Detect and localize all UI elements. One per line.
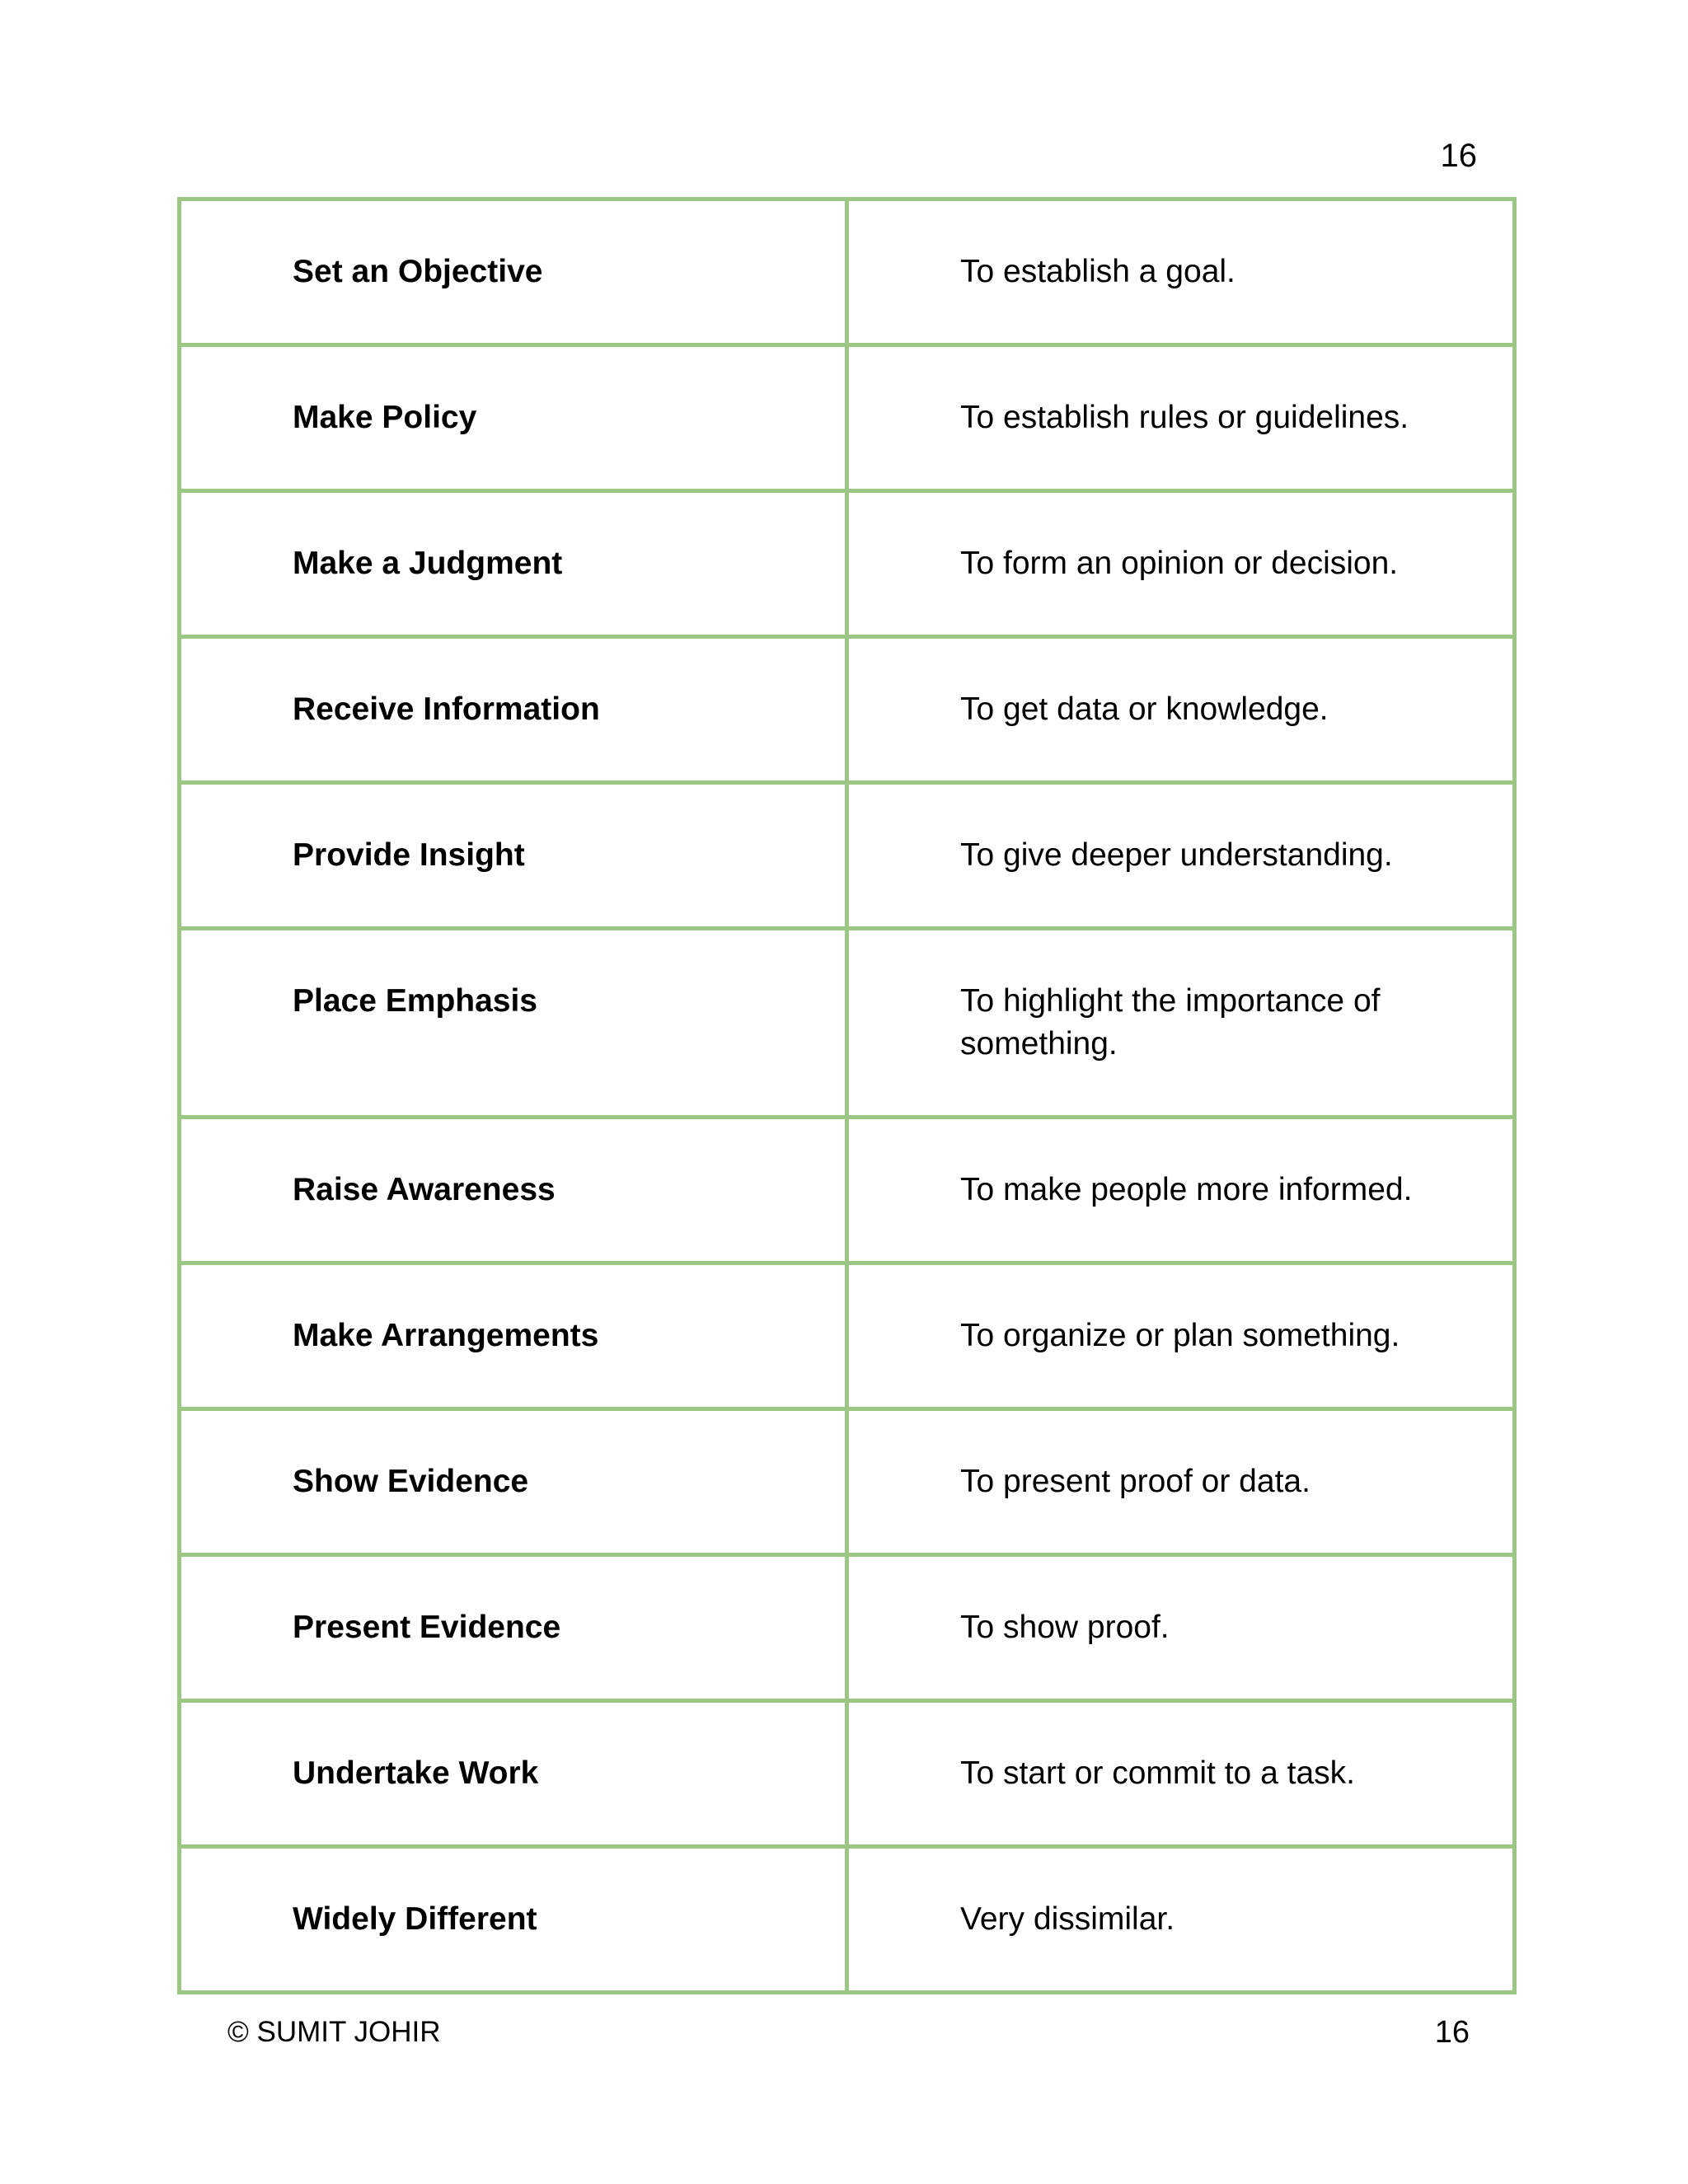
meaning-cell: To organize or plan something. bbox=[847, 1263, 1515, 1409]
term-cell: Raise Awareness bbox=[180, 1118, 847, 1263]
table-row bbox=[180, 345, 1515, 491]
term-cell: Make Policy bbox=[180, 345, 847, 491]
meaning-cell: To give deeper understanding. bbox=[847, 783, 1515, 929]
term-cell: Widely Different bbox=[180, 1847, 847, 1993]
term-cell: Place Emphasis bbox=[180, 929, 847, 1118]
term-cell: Show Evidence bbox=[180, 1409, 847, 1555]
meaning-cell: To present proof or data. bbox=[847, 1409, 1515, 1555]
table-row bbox=[180, 637, 1515, 783]
meaning-cell: To show proof. bbox=[847, 1555, 1515, 1701]
table-row bbox=[180, 1847, 1515, 1993]
vocabulary-table-container bbox=[177, 197, 1517, 1994]
term-cell: Make Arrangements bbox=[180, 1263, 847, 1409]
table-row bbox=[180, 1118, 1515, 1263]
meaning-cell: To make people more informed. bbox=[847, 1118, 1515, 1263]
meaning-cell: To establish rules or guidelines. bbox=[847, 345, 1515, 491]
meaning-cell: To highlight the importance of something. bbox=[847, 929, 1515, 1118]
meaning-cell: To form an opinion or decision. bbox=[847, 491, 1515, 637]
table-row bbox=[180, 199, 1515, 345]
meaning-cell: Very dissimilar. bbox=[847, 1847, 1515, 1993]
page-number-top: 16 bbox=[1440, 138, 1477, 174]
table-row bbox=[180, 491, 1515, 637]
meaning-cell: To get data or knowledge. bbox=[847, 637, 1515, 783]
term-cell: Provide Insight bbox=[180, 783, 847, 929]
table-row bbox=[180, 929, 1515, 1118]
term-cell: Undertake Work bbox=[180, 1701, 847, 1847]
table-row bbox=[180, 1701, 1515, 1847]
term-cell: Present Evidence bbox=[180, 1555, 847, 1701]
table-row bbox=[180, 783, 1515, 929]
table-row bbox=[180, 1409, 1515, 1555]
term-cell: Receive Information bbox=[180, 637, 847, 783]
table-row bbox=[180, 1263, 1515, 1409]
meaning-cell: To start or commit to a task. bbox=[847, 1701, 1515, 1847]
footer-copyright: © SUMIT JOHIR bbox=[227, 2016, 441, 2048]
footer-page-number: 16 bbox=[1434, 2015, 1470, 2050]
vocabulary-table bbox=[177, 197, 1517, 1994]
table-row bbox=[180, 1555, 1515, 1701]
term-cell: Set an Objective bbox=[180, 199, 847, 345]
meaning-cell: To establish a goal. bbox=[847, 199, 1515, 345]
term-cell: Make a Judgment bbox=[180, 491, 847, 637]
